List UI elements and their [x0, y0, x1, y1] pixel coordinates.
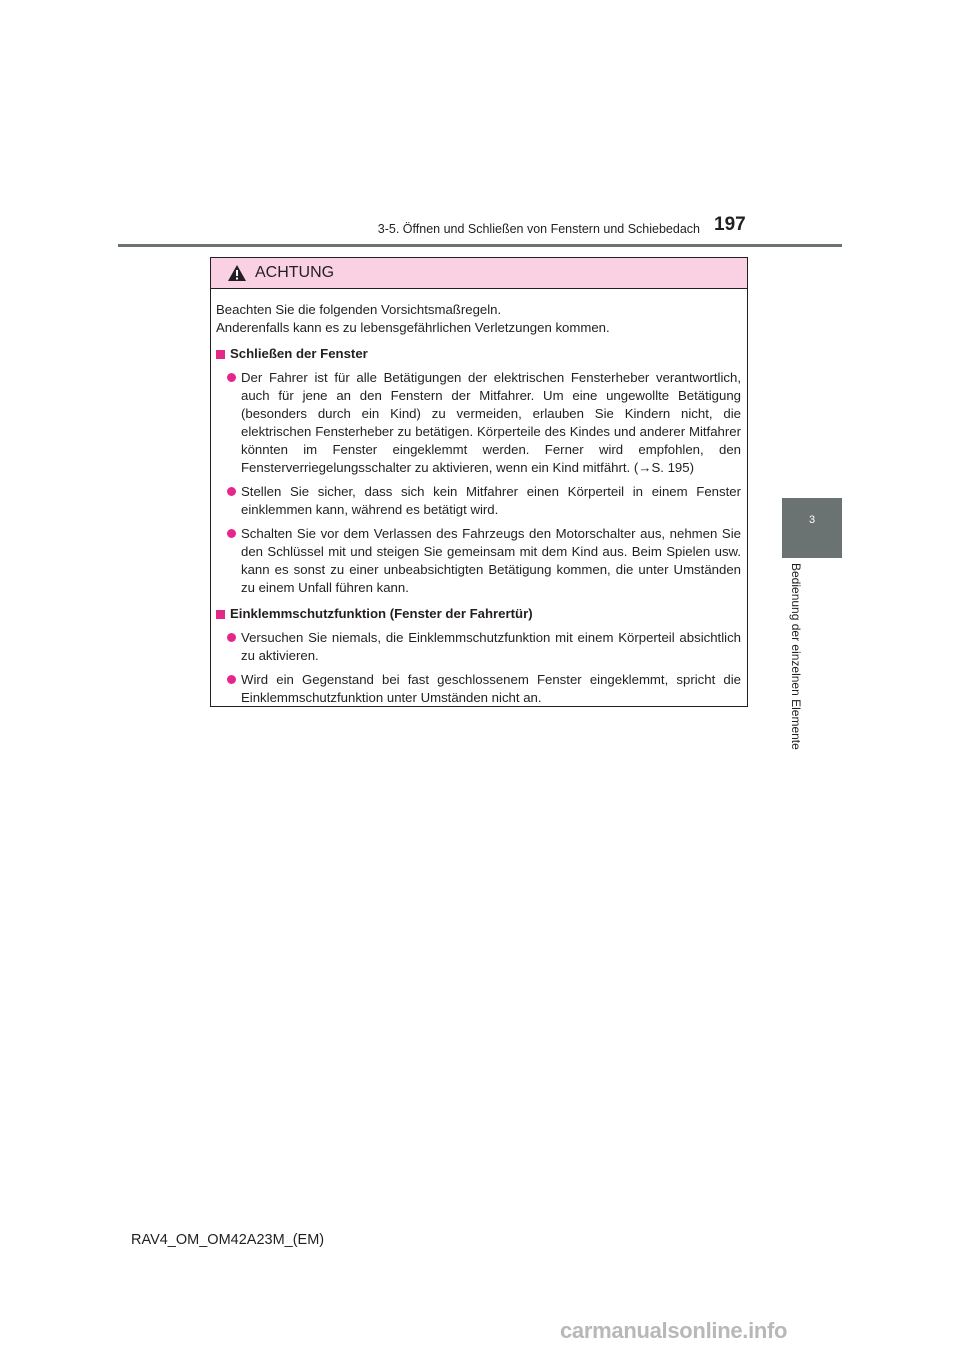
intro-line: Anderenfalls kann es zu lebensgefährlichen Verletzungen kommen.	[216, 320, 610, 335]
square-bullet-icon	[216, 610, 225, 619]
page-number: 197	[714, 214, 746, 235]
header-divider	[118, 244, 842, 247]
caution-intro	[216, 301, 741, 337]
list-item-text: Der Fahrer ist für alle Betätigungen der elektrischen Fensterheber verantwortlich, auch für jene an den Fenstern der Mitfahrer. Um eine ungewollte Betätigung (besonders durch ein Kind) zu vermeiden, erlauben Sie Kindern nicht, die elektrischen Fensterheber zu betätigen. Körperteile des Kindes und anderer Mitfahrer könnten im Fenster eingeklemmt werden. Ferner wird empfohlen, den Fensterverriegelungsschalter zu aktivieren, wenn ein Kind mitfährt. (→S. 195)	[241, 370, 741, 475]
caution-header	[211, 258, 747, 289]
caution-body	[211, 289, 747, 707]
caution-box	[210, 257, 748, 707]
section-heading-text: Einklemmschutzfunktion (Fenster der Fahrertür)	[230, 606, 533, 621]
section-heading	[216, 345, 741, 363]
intro-line: Beachten Sie die folgenden Vorsichtsmaßregeln.	[216, 302, 502, 317]
list-item-text: Stellen Sie sicher, dass sich kein Mitfahrer einen Körperteil in einem Fenster einklemmen kann, während es betätigt wird.	[241, 484, 741, 517]
watermark-logo: carmanualsonline.info	[560, 1318, 788, 1343]
caution-section	[216, 605, 741, 707]
chapter-number: 3	[808, 514, 816, 526]
list-item	[216, 369, 741, 477]
chapter-side-title: Bedienung der einzelnen Elemente	[789, 563, 803, 750]
list-item	[216, 525, 741, 597]
list-item	[216, 671, 741, 707]
circle-bullet-icon	[227, 487, 236, 496]
square-bullet-icon	[216, 350, 225, 359]
warning-triangle-icon	[227, 264, 247, 282]
caution-title: ACHTUNG	[255, 264, 335, 281]
circle-bullet-icon	[227, 675, 236, 684]
running-header-title: 3-5. Öffnen und Schließen von Fenstern und Schiebedach	[377, 222, 700, 236]
section-heading	[216, 605, 741, 623]
list-item	[216, 483, 741, 519]
section-heading-text: Schließen der Fenster	[230, 346, 368, 361]
circle-bullet-icon	[227, 373, 236, 382]
chapter-tab	[782, 498, 842, 558]
list-item	[216, 629, 741, 665]
list-item-text: Versuchen Sie niemals, die Einklemmschutzfunktion mit einem Körperteil absichtlich zu aktivieren.	[241, 630, 741, 663]
list-item-text: Wird ein Gegenstand bei fast geschlossenem Fenster eingeklemmt, spricht die Einklemmschutzfunktion unter Umständen nicht an.	[241, 672, 741, 705]
circle-bullet-icon	[227, 633, 236, 642]
list-item-text: Schalten Sie vor dem Verlassen des Fahrzeugs den Motorschalter aus, nehmen Sie den Schlüssel mit und steigen Sie gemeinsam mit dem Kind aus. Beim Spielen usw. kann es sonst zu einer unbeabsichtigten Betätigung kommen, die unter Umständen zu einem Unfall führen kann.	[241, 526, 741, 595]
document-code: RAV4_OM_OM42A23M_(EM)	[131, 1232, 325, 1248]
circle-bullet-icon	[227, 529, 236, 538]
caution-section	[216, 345, 741, 597]
